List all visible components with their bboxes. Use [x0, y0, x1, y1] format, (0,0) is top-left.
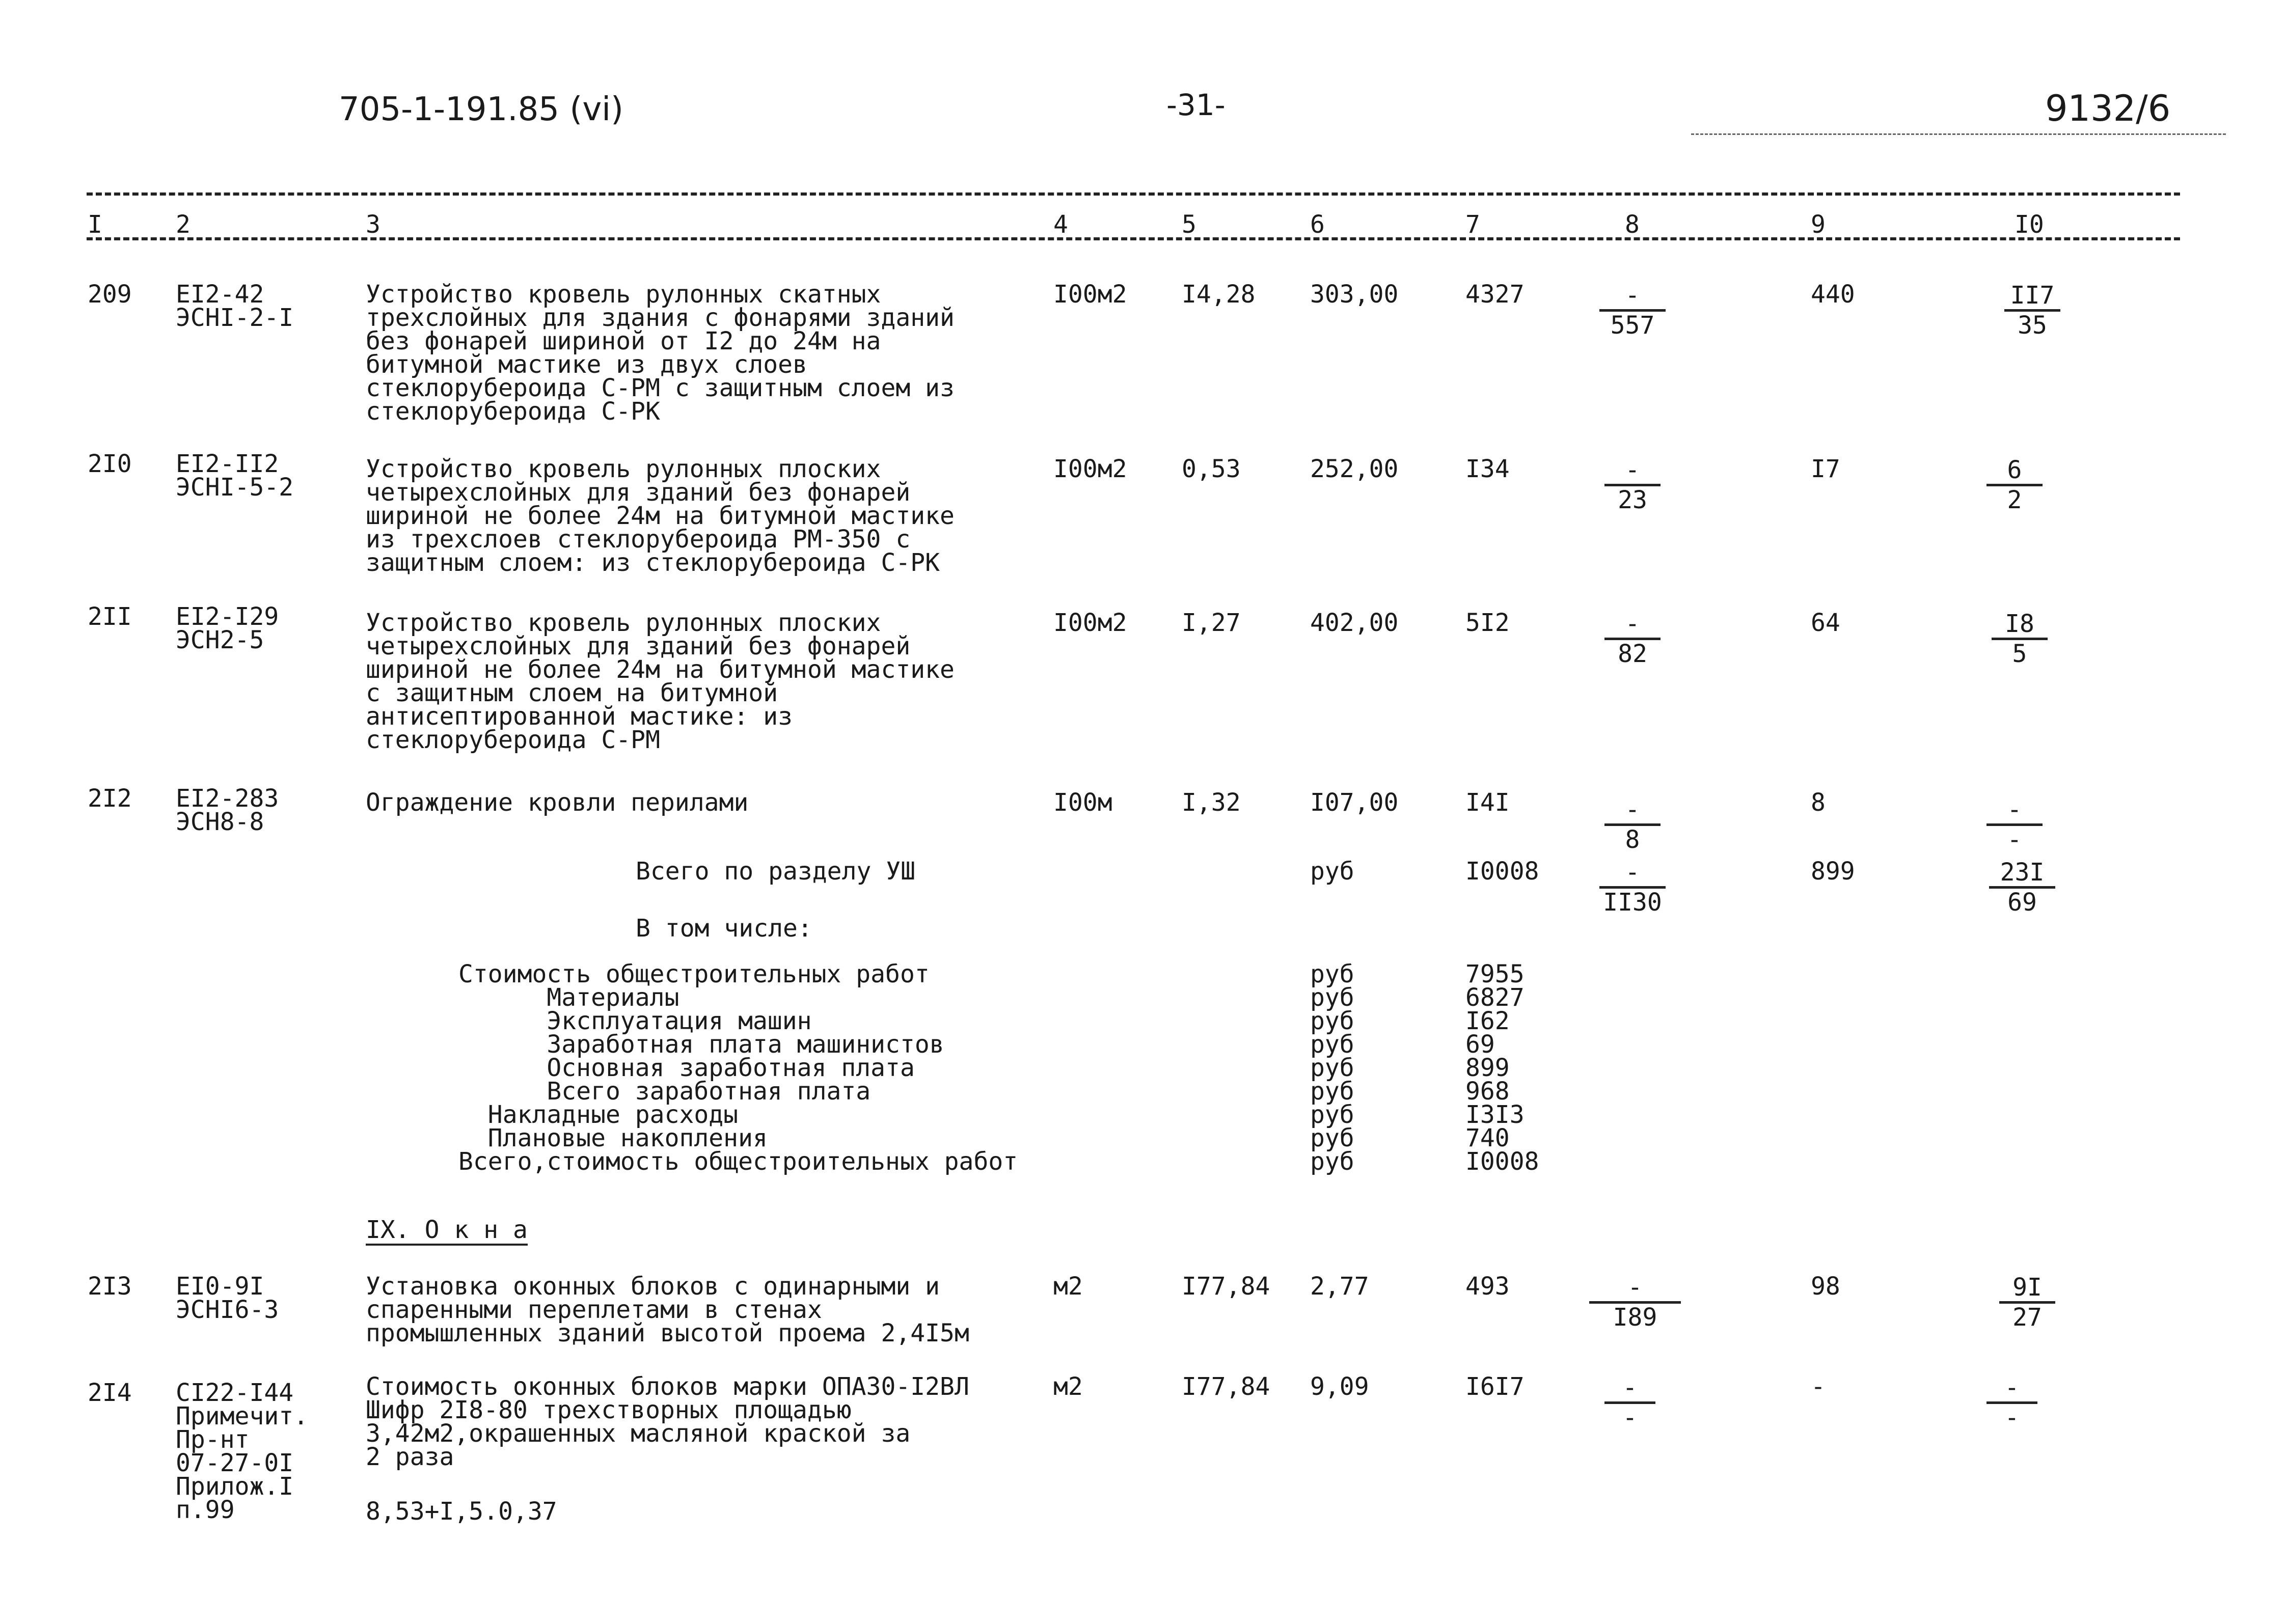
row-col10-fraction: I8 5 — [1992, 611, 2048, 667]
row-code: EI0-9I ЭСНI6-3 — [176, 1272, 279, 1324]
row-number: 2I3 — [88, 1272, 132, 1301]
row-extra-formula: 8,53+I,5.0,37 — [366, 1497, 557, 1526]
row-quantity: 0,53 — [1182, 455, 1241, 483]
row-col9: 64 — [1811, 609, 1840, 637]
row-price: 252,00 — [1310, 455, 1399, 483]
col-2-header: 2 — [176, 210, 190, 239]
row-code: EI2-II2 ЭСНI-5-2 — [176, 450, 294, 502]
row-quantity: I,27 — [1182, 609, 1241, 637]
row-col8-fraction: - - — [1604, 1375, 1655, 1430]
header-dash-rule — [87, 237, 2180, 240]
row-description: Устройство кровель рулонных скатных трехслойных для здания с фонарями зданий без фонарей шириной от I2 до 24м на битумной мастике из двух слоев стеклорубероида С-РМ с защитным слоем из стеклорубероида С-РК — [366, 280, 955, 426]
row-price: I07,00 — [1310, 788, 1399, 817]
row-code: EI2-42 ЭСНI-2-I — [176, 280, 294, 332]
row-col8-fraction: - 8 — [1604, 797, 1661, 852]
row-col8-fraction: - I89 — [1589, 1275, 1681, 1330]
col-4-header: 4 — [1053, 210, 1068, 239]
row-unit: I00м2 — [1053, 609, 1127, 637]
row-number: 2I0 — [88, 450, 132, 478]
top-dash-rule — [87, 192, 2180, 196]
section-total-col8-fraction: - II30 — [1599, 860, 1666, 915]
row-price: 303,00 — [1310, 280, 1399, 309]
row-price: 2,77 — [1310, 1272, 1369, 1301]
row-unit: I00м2 — [1053, 280, 1127, 309]
row-quantity: I4,28 — [1182, 280, 1256, 309]
row-number: 2II — [88, 602, 132, 631]
row-col10-fraction: - - — [1986, 797, 2043, 852]
row-unit: I00м2 — [1053, 455, 1127, 483]
col-10-header: I0 — [2015, 210, 2044, 239]
row-price: 402,00 — [1310, 609, 1399, 637]
breakdown-values: 7955 6827 I62 69 899 968 I3I3 740 I0008 — [1465, 960, 1539, 1176]
row-total: 4327 — [1465, 280, 1525, 309]
row-col9: I7 — [1811, 455, 1840, 483]
sheet-underline — [1691, 133, 2226, 135]
row-unit: I00м — [1053, 788, 1112, 817]
breakdown-units: руб руб руб руб руб руб руб руб руб — [1310, 960, 1354, 1176]
row-unit: м2 — [1053, 1272, 1083, 1301]
section-total-col10-fraction: 23I 69 — [1989, 860, 2055, 915]
col-7-header: 7 — [1465, 210, 1480, 239]
row-code: EI2-283 ЭСН8-8 — [176, 784, 279, 836]
page-number: -31- — [1166, 88, 1226, 122]
including-label: В том числе: — [636, 914, 812, 943]
section-title: IX. О к н а — [366, 1218, 528, 1246]
col-1-header: I — [88, 210, 102, 239]
row-code: CI22-I44 Примечит. Пр-нт 07-27-0I Прилож.I п.99 — [176, 1379, 309, 1524]
row-quantity: I77,84 — [1182, 1272, 1270, 1301]
row-code: EI2-I29 ЭСН2-5 — [176, 602, 279, 654]
document-number: 705-1-191.85 (vi) — [339, 91, 623, 128]
section-total-unit: руб — [1310, 857, 1354, 886]
row-total: I6I7 — [1465, 1372, 1525, 1401]
row-number: 2I2 — [88, 784, 132, 813]
row-description: Ограждение кровли перилами — [366, 788, 749, 817]
col-3-header: 3 — [366, 210, 380, 239]
row-col8-fraction: - 82 — [1604, 611, 1661, 667]
row-col9: 98 — [1811, 1272, 1840, 1301]
row-col10-fraction: - - — [1986, 1375, 2037, 1430]
breakdown-labels: Стоимость общестроительных работ Материалы Эксплуатация машин Заработная плата машинистов Основная заработная плата Всего заработная плата Накладные расходы Плановые накопления Всего,стоимость общестроительных работ — [458, 960, 1018, 1176]
section-total-col9: 899 — [1811, 857, 1855, 886]
row-col8-fraction: - 23 — [1604, 457, 1661, 513]
col-6-header: 6 — [1310, 210, 1325, 239]
row-quantity: I,32 — [1182, 788, 1241, 817]
sheet-number: 9132/6 — [2045, 88, 2171, 129]
col-8-header: 8 — [1625, 210, 1640, 239]
row-col8-fraction: - 557 — [1599, 283, 1666, 338]
col-9-header: 9 — [1811, 210, 1826, 239]
row-price: 9,09 — [1310, 1372, 1369, 1401]
col-5-header: 5 — [1182, 210, 1196, 239]
row-number: 2I4 — [88, 1379, 132, 1407]
row-quantity: I77,84 — [1182, 1372, 1270, 1401]
row-col9: 8 — [1811, 788, 1826, 817]
row-total: 493 — [1465, 1272, 1510, 1301]
section-total-label: Всего по разделу УШ — [636, 857, 916, 886]
row-description: Устройство кровель рулонных плоских четырехслойных для зданий без фонарей шириной не более 24м на битумной мастике с защитным слоем на битумной антисептированной мастике: из стеклорубероида С-РМ — [366, 609, 955, 754]
section-total-value: I0008 — [1465, 857, 1539, 886]
row-unit: м2 — [1053, 1372, 1083, 1401]
row-total: 5I2 — [1465, 609, 1510, 637]
row-col9: - — [1811, 1372, 1826, 1401]
row-description: Стоимость оконных блоков марки ОПА30-I2ВЛ Шифр 2I8-80 трехстворных площадью 3,42м2,окрашенных масляной краской за 2 раза — [366, 1372, 969, 1471]
row-description: Установка оконных блоков с одинарными и спаренными переплетами в стенах промышленных зданий высотой проема 2,4I5м — [366, 1272, 969, 1347]
row-total: I4I — [1465, 788, 1510, 817]
row-number: 209 — [88, 280, 132, 309]
row-col10-fraction: II7 35 — [2004, 283, 2060, 338]
row-col10-fraction: 6 2 — [1986, 457, 2043, 513]
row-description: Устройство кровель рулонных плоских четырехслойных для зданий без фонарей шириной не более 24м на битумной мастике из трехслоев стеклорубероида РМ-350 с защитным слоем: из стеклорубероида С-РК — [366, 455, 955, 577]
row-total: I34 — [1465, 455, 1510, 483]
row-col9: 440 — [1811, 280, 1855, 309]
row-col10-fraction: 9I 27 — [1999, 1275, 2055, 1330]
